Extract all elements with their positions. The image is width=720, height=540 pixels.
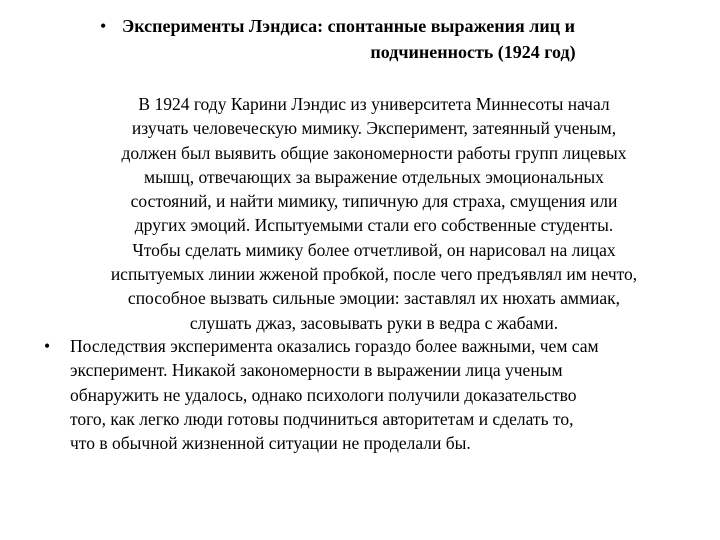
paragraph-line: испытуемых линии жженой пробкой, после чего предъявлял им нечто, [110, 264, 638, 285]
paragraph-line: Чтобы сделать мимику более отчетливой, он нарисовал на лицах [132, 239, 616, 260]
paragraph-consequences [70, 334, 690, 455]
paragraph-line: мышц, отвечающих за выражение отдельных эмоциональных [144, 166, 604, 187]
title-line-1: Эксперименты Лэндиса: спонтанные выражения лиц и [122, 16, 575, 36]
paragraph-line: состояний, и найти мимику, типичную для страха, смущения или [130, 191, 618, 212]
paragraph-line: изучать человеческую мимику. Эксперимент, затеянный ученым, [131, 118, 617, 139]
paragraph-line: того, как легко люди готовы подчиниться авторитетам и сделать то, [70, 408, 574, 429]
paragraph-line: эксперимент. Никакой закономерности в выражении лица ученым [70, 360, 563, 381]
title-line-2: подчиненность (1924 год) [370, 42, 576, 62]
paragraph-bullet-icon: • [44, 336, 51, 356]
paragraph-experiment-description [62, 92, 686, 335]
paragraph-line: слушать джаз, засовывать руки в ведра с жабами. [189, 312, 559, 333]
paragraph-line: В 1924 году Карини Лэндис из университета Миннесоты начал [138, 94, 610, 114]
title-bullet-icon: • [100, 16, 107, 36]
paragraph-line: обнаружить не удалось, однако психологи получили доказательство [70, 384, 577, 405]
paragraph-line: что в обычной жизненной ситуации не проделали бы. [70, 433, 471, 454]
paragraph-line: должен был выявить общие закономерности работы групп лицевых [121, 142, 627, 163]
paragraph-line: других эмоций. Испытуемыми стали его собственные студенты. [134, 215, 614, 236]
paragraph-line: Последствия эксперимента оказались гораздо более важными, чем сам [70, 336, 599, 356]
paragraph-line: способное вызвать сильные эмоции: заставлял их нюхать аммиак, [127, 288, 621, 309]
